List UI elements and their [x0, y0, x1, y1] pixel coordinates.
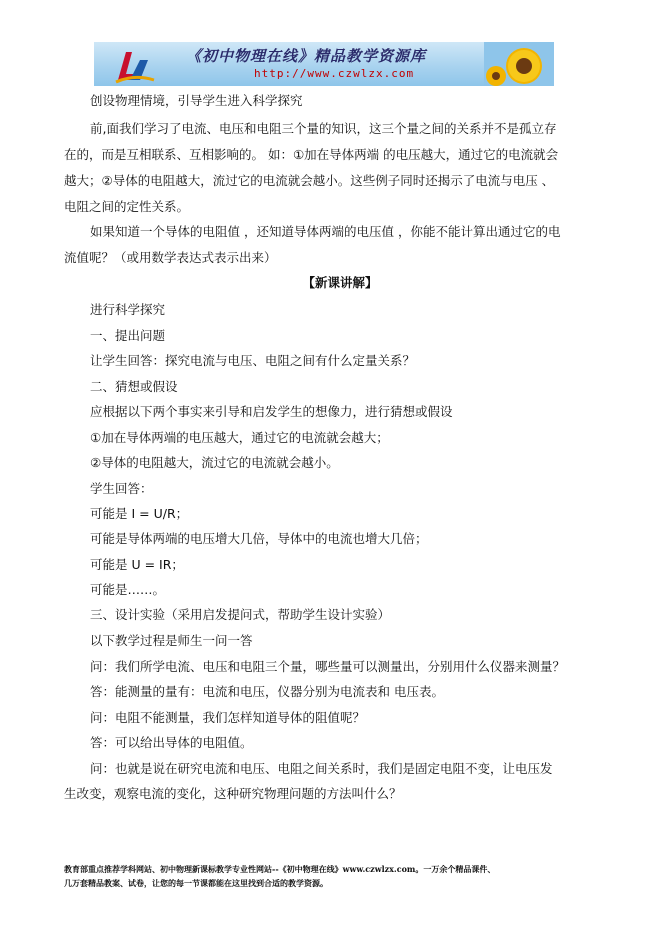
- paragraph-line: ①加在导体两端的电压越大，通过它的电流就会越大；: [90, 430, 389, 445]
- section-heading: 【新课讲解】: [302, 275, 378, 290]
- header-banner: [94, 42, 554, 86]
- paragraph-line: 学生回答：: [90, 481, 153, 496]
- paragraph-line: 问：电阻不能测量，我们怎样知道导体的阻值呢？: [90, 710, 366, 725]
- paragraph-line: 生改变，观察电流的变化，这种研究物理问题的方法叫什么？: [64, 786, 402, 801]
- paragraph-line: 可能是 U = IR；: [90, 557, 184, 572]
- paragraph-line: 问：我们所学电流、电压和电阻三个量，哪些量可以测量出，分别用什么仪器来测量？: [90, 659, 566, 674]
- paragraph-line: 在的，而是互相联系、互相影响的。 如：①加在导体两端 的电压越大，通过它的电流就会: [64, 147, 559, 162]
- paragraph-line: 答：能测量的量有：电流和电压，仪器分别为电流表和 电压表。: [90, 684, 444, 699]
- paragraph-line: 电阻之间的定性关系。: [64, 199, 190, 214]
- paragraph-line: 前,面我们学习了电流、电压和电阻三个量的知识，这三个量之间的关系并不是孤立存: [90, 121, 557, 136]
- paragraph-line: 可能是 I = U/R；: [90, 506, 189, 521]
- paragraph-line: 以下教学过程是师生一问一答: [90, 633, 253, 648]
- banner-title: 《初中物理在线》精品教学资源库: [186, 47, 427, 65]
- paragraph-line: 越大；②导体的电阻越大，流过它的电流就会越小。这些例子同时还揭示了电流与电压 、: [64, 173, 555, 188]
- footer-line: 教育部重点推荐学科网站、初中物理新课标教学专业性网站--《初中物理在线》www.czwlzx.com。一万余个精品课件、: [64, 864, 496, 874]
- paragraph-line: 进行科学探究: [90, 302, 166, 317]
- paragraph-line: 三、设计实验（采用启发提问式，帮助学生设计实验）: [90, 607, 391, 622]
- paragraph-line: 可能是导体两端的电压增大几倍，导体中的电流也增大几倍；: [90, 531, 428, 546]
- paragraph-line: 流值呢？（或用数学表达式表示出来）: [64, 250, 277, 265]
- paragraph-line: 让学生回答：探究电流与电压、电阻之间有什么定量关系？: [90, 353, 416, 368]
- paragraph-line: 一、提出问题: [90, 328, 166, 343]
- sunflower-icon: [484, 42, 554, 86]
- paragraph-line: 如果知道一个导体的电阻值 ，还知道导体两端的电压值 ，你能不能计算出通过它的电: [90, 224, 561, 239]
- paragraph-line: 问：也就是说在研究电流和电压、电阻之间关系时，我们是固定电阻不变，让电压发: [90, 761, 553, 776]
- paragraph-line: ②导体的电阻越大，流过它的电流就会越小。: [90, 455, 339, 470]
- site-logo: [112, 46, 156, 84]
- paragraph-line: 二、猜想或假设: [90, 379, 178, 394]
- paragraph-line: 应根据以下两个事实来引导和启发学生的想像力，进行猜想或假设: [90, 404, 453, 419]
- paragraph-line: 创设物理情境，引导学生进入科学探究: [90, 93, 303, 108]
- page-footer: [64, 862, 604, 890]
- footer-line: 几万套精品教案、试卷，让您的每一节课都能在这里找到合适的教学资源。: [64, 878, 328, 888]
- paragraph-line: 可能是……。: [90, 582, 166, 597]
- paragraph-line: 答：可以给出导体的电阻值。: [90, 735, 253, 750]
- banner-url[interactable]: http://www.czwlzx.com: [254, 67, 415, 80]
